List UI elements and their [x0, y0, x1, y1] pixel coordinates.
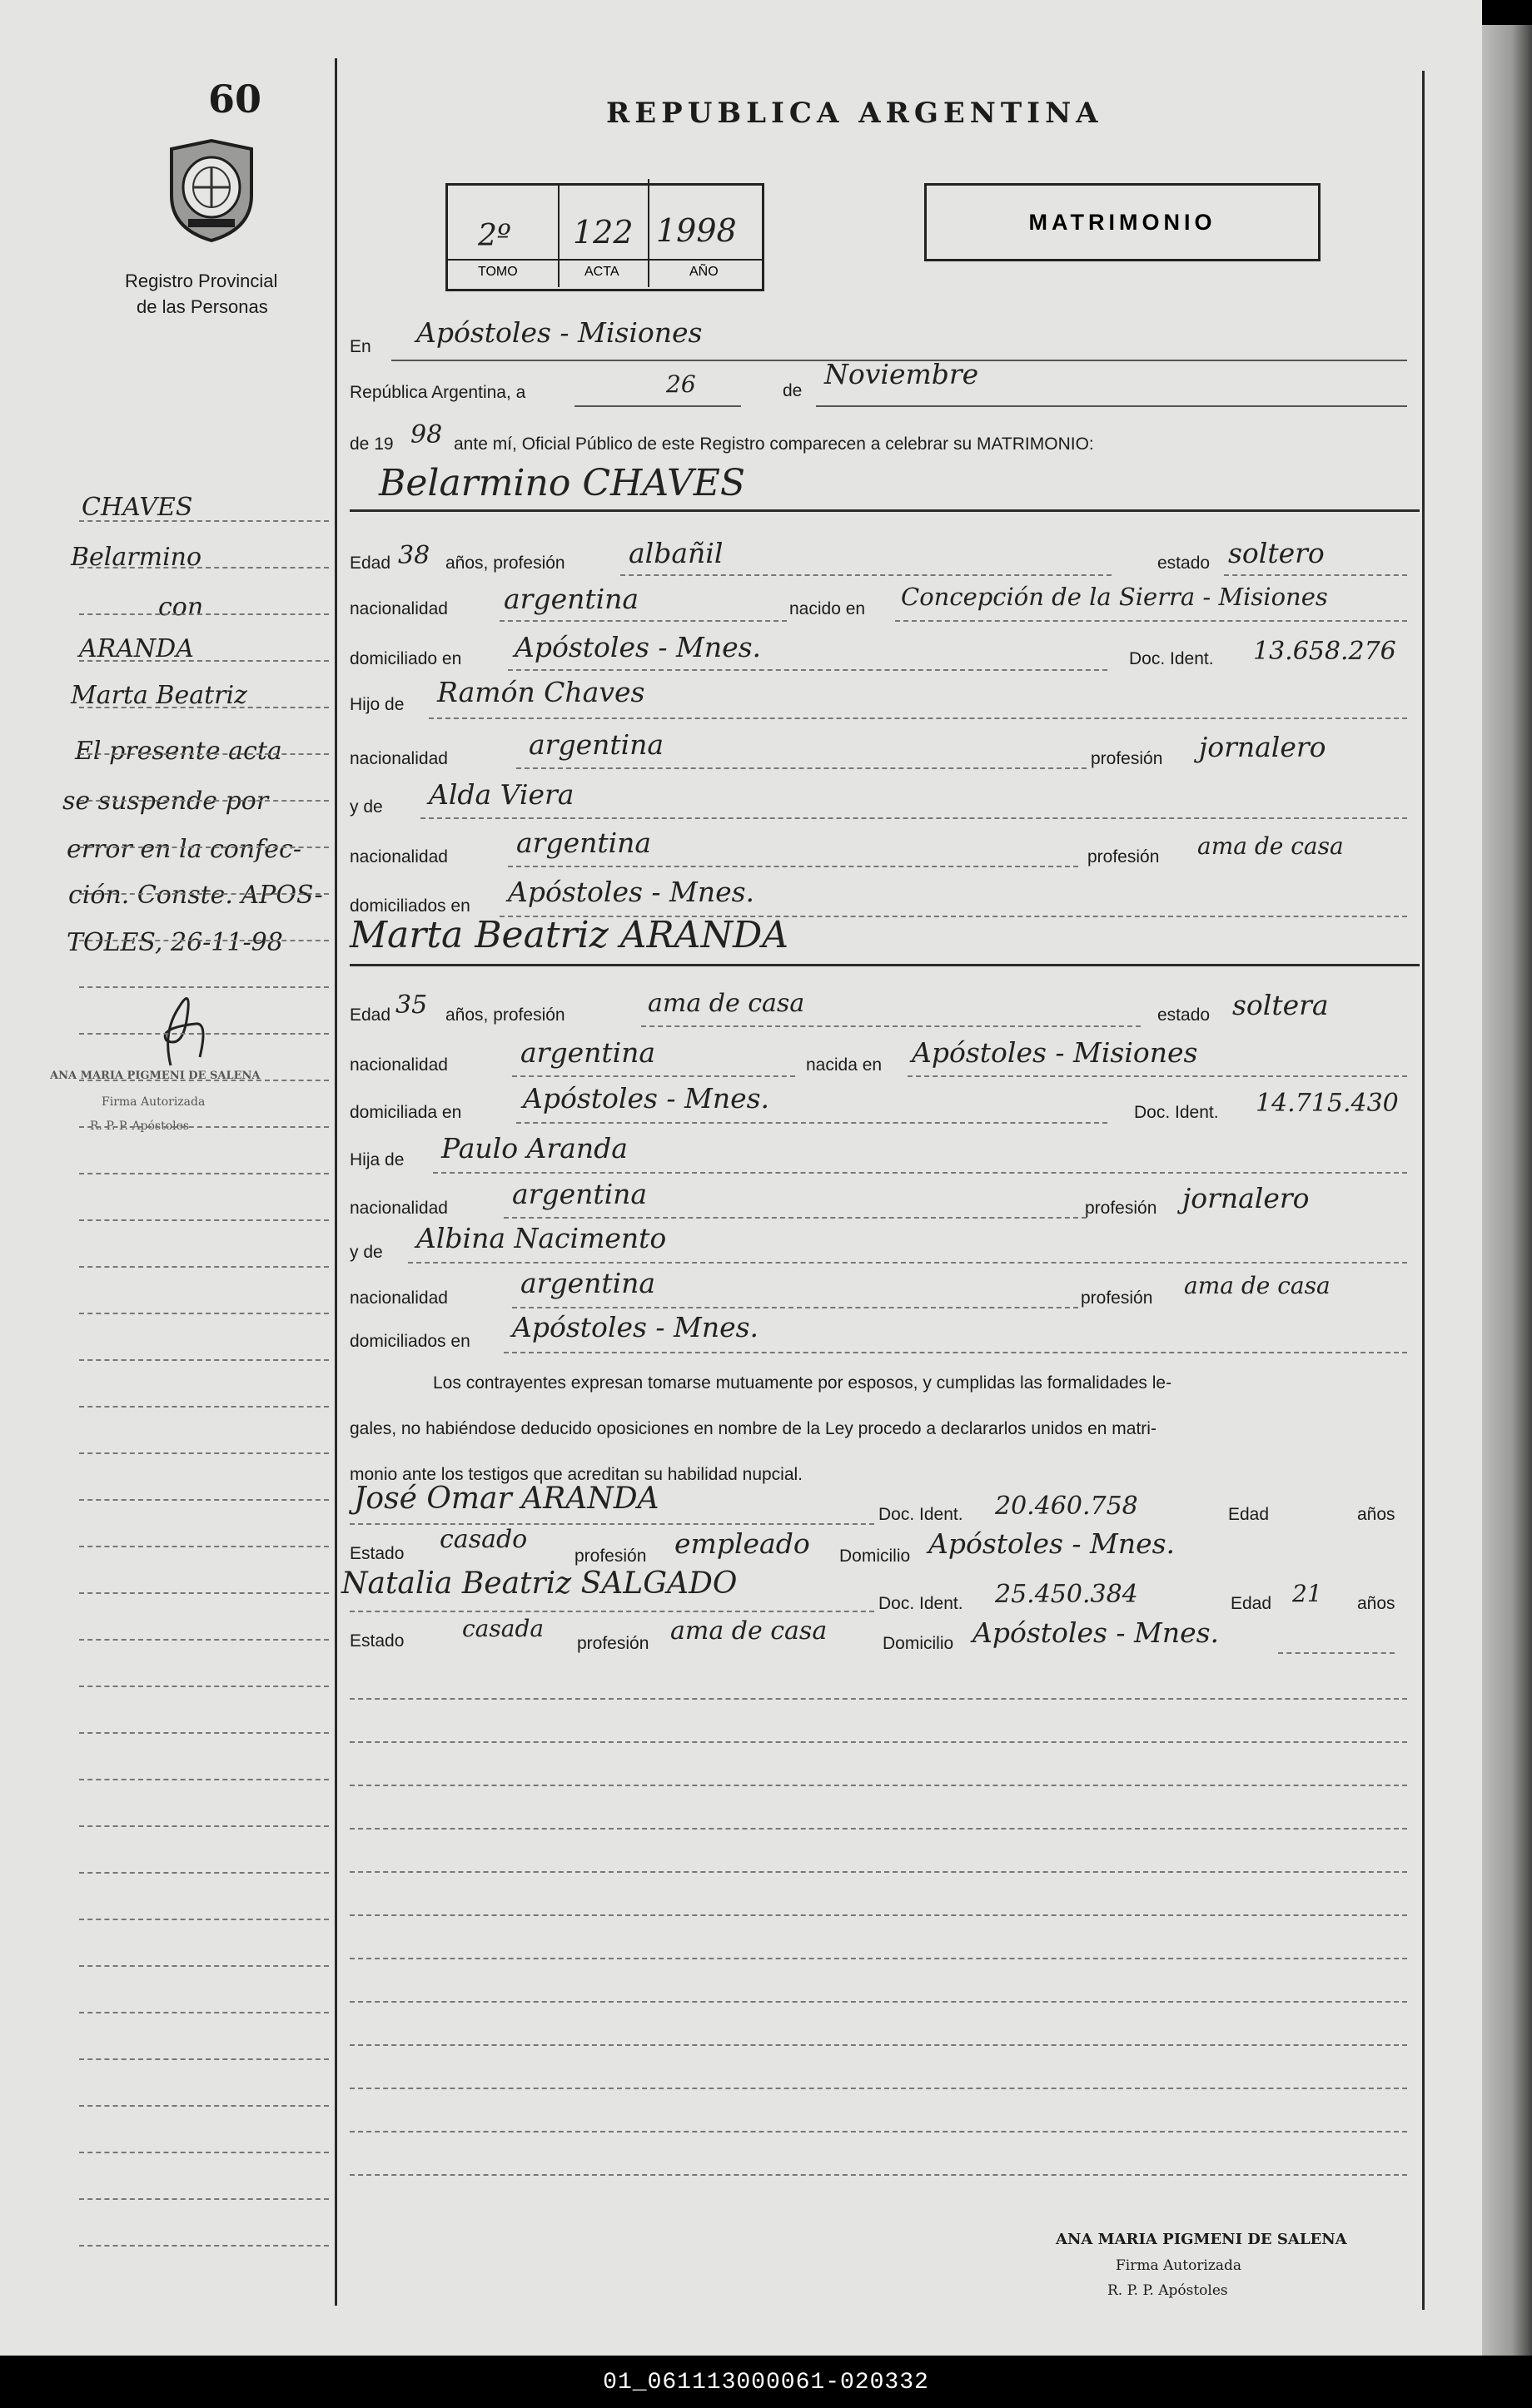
- groom-name: Belarmino CHAVES: [379, 462, 745, 504]
- witness1-profession: empleado: [674, 1527, 810, 1560]
- margin-rule: [79, 1173, 329, 1174]
- margin-rule: [79, 613, 329, 615]
- groom-profesion-label: años, profesión: [445, 554, 565, 573]
- bride-mother-prof-label: profesión: [1081, 1288, 1153, 1308]
- bride-born-label: nacida en: [806, 1055, 883, 1075]
- margin-stamp-line-2: Firma Autorizada: [102, 1095, 206, 1109]
- body-rule: [350, 2044, 1407, 2046]
- margin-rule: [79, 1033, 329, 1035]
- bride-profession: ama de casa: [648, 989, 805, 1018]
- bride-father-prof-label: profesión: [1085, 1199, 1157, 1218]
- witness2-dom-label: Domicilio: [883, 1634, 954, 1653]
- witness1-doc: 20.460.758: [995, 1492, 1138, 1521]
- margin-note-line-6: El presente acta: [75, 737, 282, 766]
- bride-dom-label: domiciliada en: [350, 1103, 462, 1122]
- bottom-stamp-line-3: R. P. P. Apóstoles: [1107, 2282, 1228, 2299]
- witness2-doc-label: Doc. Ident.: [878, 1594, 963, 1613]
- bride-mother-profession: ama de casa: [1184, 1272, 1331, 1299]
- groom-domicile: Apóstoles - Mnes.: [515, 631, 762, 663]
- margin-note-line-5: Marta Beatriz: [71, 681, 247, 710]
- margin-rule: [79, 707, 329, 708]
- body-rule: [350, 1871, 1407, 1873]
- margin-note-line-4: ARANDA: [79, 634, 194, 663]
- bride-name-line: [350, 964, 1420, 966]
- witness1-domicile: Apóstoles - Mnes.: [928, 1527, 1176, 1560]
- groom-birthplace: Concepción de la Sierra - Misiones: [901, 583, 1328, 611]
- bride-father-profession: jornalero: [1182, 1182, 1310, 1214]
- bride-doc-label: Doc. Ident.: [1134, 1103, 1219, 1122]
- margin-rule: [79, 2152, 329, 2153]
- body-rule: [350, 1698, 1407, 1700]
- margin-note-line-9: ción. Conste. APOS-: [68, 881, 323, 910]
- registry-seal-icon: [163, 137, 260, 244]
- groom-mother-prof-label: profesión: [1087, 847, 1160, 866]
- page-title: REPUBLICA ARGENTINA: [606, 97, 1103, 130]
- margin-rule: [79, 520, 329, 522]
- registry-line-1: Registro Provincial: [125, 271, 278, 291]
- witness1-edad-label: Edad: [1228, 1505, 1270, 1524]
- declaration-line-3: monio ante los testigos que acreditan su habilidad nupcial.: [350, 1465, 803, 1484]
- margin-rule: [79, 2012, 329, 2013]
- groom-age: 38: [398, 541, 430, 570]
- margin-rule: [79, 1639, 329, 1641]
- republica-label: República Argentina, a: [350, 383, 526, 402]
- margin-rule: [79, 1406, 329, 1408]
- groom-domicile-line: [508, 669, 1107, 671]
- acta-value: 122: [573, 214, 634, 251]
- groom-mother-nat-line: [508, 866, 1078, 867]
- ano-value: 1998: [656, 212, 737, 249]
- year-prefix: de 19: [350, 434, 394, 454]
- ano-label: AÑO: [689, 265, 719, 279]
- witness1-estado-label: Estado: [350, 1544, 405, 1563]
- margin-rule: [79, 1452, 329, 1454]
- bride-mother-nationality: argentina: [520, 1267, 656, 1299]
- groom-edad-label: Edad: [350, 554, 391, 573]
- de-label: de: [783, 381, 803, 400]
- groom-birthplace-line: [895, 620, 1407, 622]
- groom-father-nationality: argentina: [529, 728, 664, 761]
- margin-rule: [79, 1825, 329, 1827]
- margin-rule: [79, 1126, 329, 1128]
- document-code: 01_061113000061-020332: [603, 2370, 929, 2396]
- bride-estado: soltera: [1232, 989, 1329, 1021]
- bride-nac-label: nacionalidad: [350, 1055, 448, 1075]
- groom-hijo-label: Hijo de: [350, 695, 405, 714]
- groom-father-nac-label: nacionalidad: [350, 749, 448, 768]
- bride-edad-label: Edad: [350, 1005, 391, 1025]
- margin-note-line-7: se suspende por: [62, 787, 269, 816]
- margin-stamp-line-3: R. P. P. Apóstoles: [90, 1120, 190, 1133]
- margin-rule: [79, 567, 329, 568]
- margin-note-line-3: con: [158, 593, 204, 622]
- bride-father-nat-line: [504, 1217, 1087, 1219]
- body-rule: [350, 2131, 1407, 2132]
- margin-rule: [79, 1313, 329, 1314]
- groom-mother: Alda Viera: [429, 778, 574, 811]
- bride-mother-nac-label: nacionalidad: [350, 1288, 448, 1308]
- groom-mother-nationality: argentina: [516, 827, 652, 859]
- witness1-doc-label: Doc. Ident.: [878, 1505, 963, 1524]
- groom-dom-label: domiciliado en: [350, 649, 462, 668]
- witness1-name-line: [350, 1523, 874, 1525]
- intro-day: 26: [666, 370, 696, 398]
- bride-y-de-label: y de: [350, 1243, 383, 1262]
- body-rule: [350, 1914, 1407, 1916]
- groom-nationality-line: [500, 620, 787, 622]
- bride-mother-line: [408, 1262, 1407, 1264]
- tomo-label: TOMO: [478, 265, 518, 279]
- margin-rule: [79, 1686, 329, 1687]
- bride-father: Paulo Aranda: [441, 1132, 628, 1164]
- groom-nationality: argentina: [504, 583, 639, 615]
- margin-rule: [79, 986, 329, 988]
- bride-nationality: argentina: [520, 1036, 656, 1069]
- margin-rule: [79, 800, 329, 802]
- groom-father: Ramón Chaves: [437, 676, 645, 708]
- witness1-name: José Omar ARANDA: [354, 1482, 659, 1516]
- margin-note-line-2: Belarmino: [71, 543, 202, 572]
- declaration-line-2: gales, no habiéndose deducido oposiciones en nombre de la Ley procedo a declararlos unidos en matri-: [350, 1419, 1156, 1438]
- witness2-estado-label: Estado: [350, 1631, 405, 1651]
- page-number: 60: [208, 77, 262, 122]
- bride-father-nationality: argentina: [512, 1178, 648, 1210]
- witness2-name-line: [350, 1611, 874, 1612]
- margin-rule: [79, 847, 329, 848]
- acta-label: ACTA: [584, 265, 619, 279]
- bride-domicile-line: [516, 1122, 1107, 1124]
- witness2-name: Natalia Beatriz SALGADO: [341, 1566, 738, 1601]
- groom-y-de-label: y de: [350, 797, 383, 817]
- groom-born-label: nacido en: [789, 599, 866, 618]
- body-rule: [350, 1785, 1407, 1786]
- right-border-line: [1422, 71, 1425, 2310]
- margin-rule: [79, 1919, 329, 1920]
- witness1-prof-label: profesión: [574, 1547, 647, 1566]
- margin-signature: [154, 982, 212, 1074]
- body-rule: [350, 1828, 1407, 1830]
- tomo-value: 2º: [478, 219, 511, 253]
- bride-doc: 14.715.430: [1256, 1089, 1399, 1118]
- groom-parents-domicile: Apóstoles - Mnes.: [508, 876, 755, 908]
- intro-statement: ante mí, Oficial Público de este Registro comparecen a celebrar su MATRIMONIO:: [454, 434, 1094, 454]
- margin-rule: [79, 893, 329, 895]
- margin-rule: [79, 1779, 329, 1780]
- groom-father-profession: jornalero: [1199, 731, 1326, 763]
- page-edge-shadow: [1482, 25, 1532, 2356]
- margin-stamp-line-1: ANA MARIA PIGMENI DE SALENA: [50, 1070, 261, 1082]
- witness1-anos-label: años: [1357, 1505, 1395, 1524]
- day-line: [574, 405, 741, 407]
- groom-parents-dom-label: domiciliados en: [350, 896, 470, 916]
- margin-rule: [79, 1965, 329, 1967]
- body-rule: [350, 1958, 1407, 1959]
- bride-father-line: [433, 1172, 1407, 1174]
- margin-rule: [79, 753, 329, 755]
- bride-nationality-line: [512, 1075, 795, 1077]
- groom-estado-line: [1224, 574, 1407, 576]
- groom-estado: soltero: [1228, 537, 1325, 569]
- registry-line-2: de las Personas: [137, 296, 268, 317]
- bride-birthplace-line: [908, 1075, 1407, 1077]
- margin-divider: [335, 58, 337, 2306]
- margin-rule: [79, 1872, 329, 1874]
- bottom-stamp-line-2: Firma Autorizada: [1116, 2257, 1241, 2274]
- margin-note-line-8: error en la confec-: [67, 835, 301, 864]
- margin-rule: [79, 1359, 329, 1361]
- body-rule: [350, 2001, 1407, 2003]
- groom-father-line: [429, 717, 1407, 719]
- margin-note-line-10: TOLES, 26-11-98: [67, 928, 283, 957]
- margin-rule: [79, 940, 329, 941]
- bride-profesion-label: años, profesión: [445, 1005, 565, 1025]
- witness2-estado: casada: [462, 1615, 545, 1642]
- witness1-dom-label: Domicilio: [839, 1547, 911, 1566]
- margin-rule: [79, 1732, 329, 1734]
- bride-parents-dom-line: [504, 1352, 1407, 1353]
- groom-name-line: [350, 509, 1420, 512]
- witness2-edad-label: Edad: [1231, 1594, 1272, 1613]
- act-type-label: MATRIMONIO: [1028, 209, 1216, 235]
- bride-estado-label: estado: [1157, 1005, 1211, 1025]
- margin-rule: [79, 2105, 329, 2107]
- groom-profession-line: [620, 574, 1112, 576]
- bride-mother: Albina Nacimento: [416, 1222, 667, 1254]
- bride-domicile: Apóstoles - Mnes.: [523, 1082, 770, 1115]
- body-rule: [350, 2088, 1407, 2089]
- groom-doc: 13.658.276: [1253, 637, 1396, 666]
- bride-profession-line: [641, 1025, 1141, 1027]
- margin-rule: [79, 1080, 329, 1081]
- margin-rule: [79, 1592, 329, 1594]
- bride-mother-nat-line: [512, 1307, 1078, 1308]
- witness2-age: 21: [1292, 1580, 1322, 1607]
- margin-note-line-1: CHAVES: [82, 493, 193, 522]
- margin-rule: [79, 1546, 329, 1547]
- bride-hija-label: Hija de: [350, 1150, 405, 1169]
- bride-age: 35: [395, 991, 428, 1020]
- act-type-box: [924, 183, 1321, 261]
- bride-parents-dom-label: domiciliados en: [350, 1332, 470, 1351]
- margin-rule: [79, 1266, 329, 1268]
- witness1-estado: casado: [440, 1525, 528, 1554]
- bride-father-nac-label: nacionalidad: [350, 1199, 448, 1218]
- bride-parents-domicile: Apóstoles - Mnes.: [512, 1311, 759, 1343]
- witness2-anos-label: años: [1357, 1594, 1395, 1613]
- groom-mother-nac-label: nacionalidad: [350, 847, 448, 866]
- body-rule: [350, 1741, 1407, 1743]
- margin-rule: [79, 2058, 329, 2060]
- groom-profession: albañil: [629, 537, 724, 569]
- year-suffix: 98: [410, 420, 443, 449]
- witness2-doc: 25.450.384: [995, 1580, 1138, 1609]
- witness2-domicile-line: [1278, 1652, 1395, 1654]
- body-rule: [350, 2174, 1407, 2176]
- bottom-stamp-line-1: ANA MARIA PIGMENI DE SALENA: [1056, 2231, 1347, 2248]
- bride-name: Marta Beatriz ARANDA: [350, 914, 789, 956]
- groom-father-nat-line: [516, 767, 1087, 769]
- declaration-line-1: Los contrayentes expresan tomarse mutuamente por esposos, y cumplidas las formalidades le-: [433, 1373, 1172, 1393]
- groom-nac-label: nacionalidad: [350, 599, 448, 618]
- margin-rule: [79, 660, 329, 662]
- record-number-box: [445, 183, 764, 291]
- margin-rule: [79, 2245, 329, 2247]
- witness2-domicile: Apóstoles - Mnes.: [972, 1616, 1220, 1649]
- bride-birthplace: Apóstoles - Misiones: [912, 1036, 1198, 1069]
- intro-place: Apóstoles - Misiones: [416, 316, 703, 349]
- groom-mother-line: [420, 817, 1407, 819]
- en-label: En: [350, 337, 371, 356]
- margin-rule: [79, 1219, 329, 1221]
- groom-estado-label: estado: [1157, 554, 1211, 573]
- margin-rule: [79, 2198, 329, 2200]
- month-line: [816, 405, 1407, 407]
- groom-mother-profession: ama de casa: [1197, 832, 1344, 860]
- groom-doc-label: Doc. Ident.: [1129, 649, 1214, 668]
- witness2-prof-label: profesión: [577, 1634, 649, 1653]
- witness2-profession: ama de casa: [670, 1616, 828, 1646]
- margin-rule: [79, 1499, 329, 1501]
- intro-month: Noviembre: [824, 358, 979, 390]
- groom-father-prof-label: profesión: [1091, 749, 1163, 768]
